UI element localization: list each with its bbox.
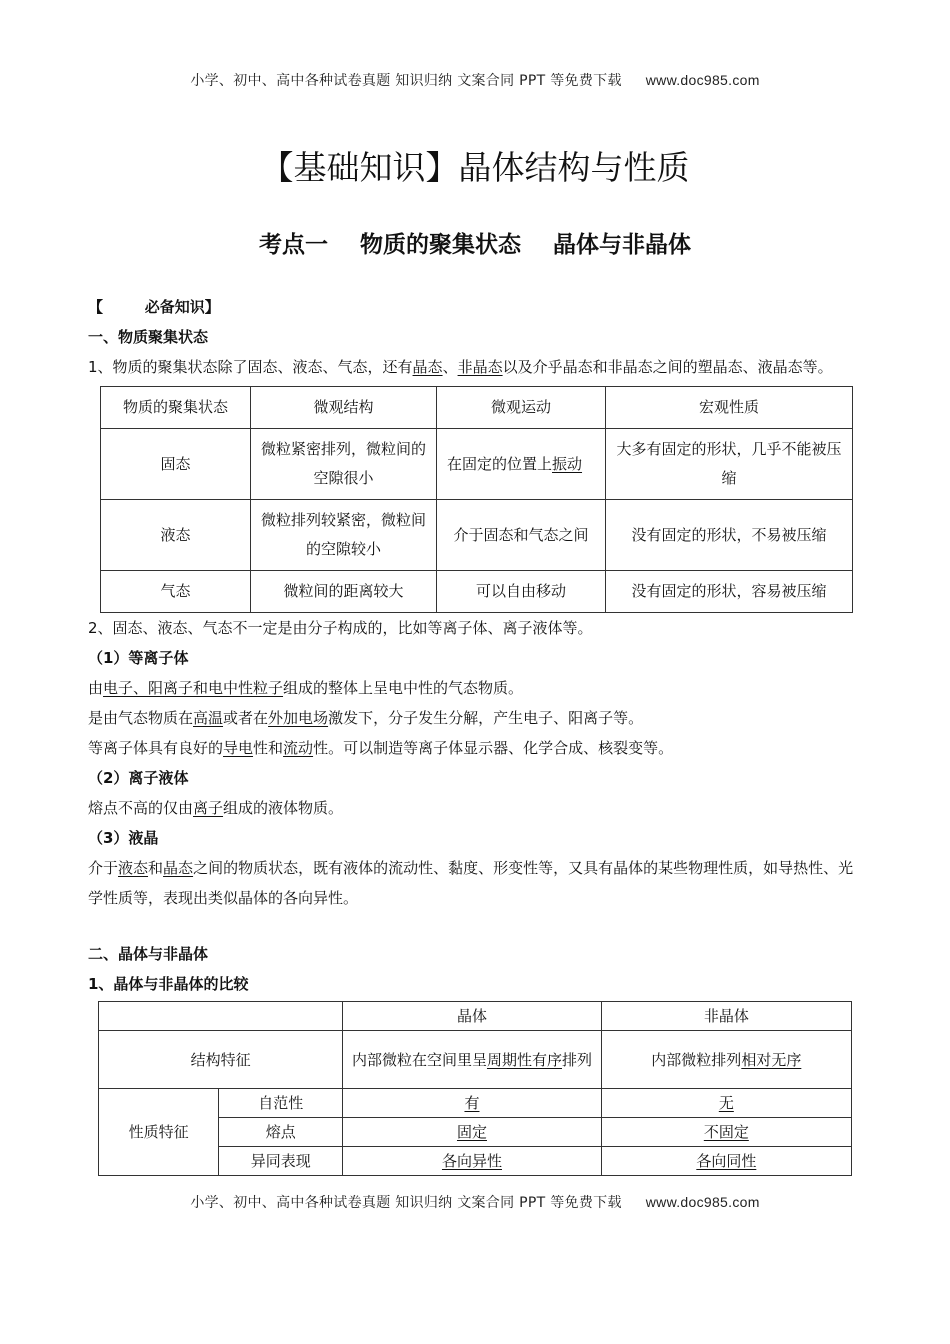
table-cell: 在固定的位置上振动 — [437, 429, 606, 500]
ionic-liquid-line1: 熔点不高的仅由离子组成的液体物质。 — [88, 799, 344, 817]
table-cell: 无 — [601, 1089, 851, 1118]
table-row — [101, 571, 853, 613]
plasma-heading: （1）等离子体 — [88, 649, 189, 667]
liquid-crystal-line1: 介于液态和晶态之间的物质状态，既有液体的流动性、黏度、形变性等，又具有晶体的某些物理性质，如导热性、光学性质等，表现出类似晶体的各向异性。 — [88, 859, 854, 907]
table-cell: 各向同性 — [601, 1147, 851, 1176]
table-cell: 微粒间的距离较大 — [251, 571, 437, 613]
table-cell: 液态 — [101, 500, 251, 571]
section1-heading: 一、物质聚集状态 — [88, 328, 209, 346]
table-row — [101, 500, 853, 571]
plasma-line3: 等离子体具有良好的导电性和流动性。可以制造等离子体显示器、化学合成、核裂变等。 — [88, 739, 674, 757]
table-row — [101, 429, 853, 500]
section1-paragraph1: 1、物质的聚集状态除了固态、液态、气态，还有晶态、非晶态以及介乎晶态和非晶态之间的塑晶态、液晶态等。 — [88, 358, 833, 376]
table-header: 宏观性质 — [606, 387, 853, 429]
table-cell: 介于固态和气态之间 — [437, 500, 606, 571]
table-row — [99, 1089, 852, 1118]
table-header: 晶体 — [343, 1002, 601, 1031]
table-cell: 结构特征 — [99, 1031, 343, 1089]
page-subtitle: 考点一 物质的聚集状态 晶体与非晶体 — [258, 232, 692, 258]
main-content — [88, 292, 864, 1176]
crystal-comparison-table — [98, 1001, 852, 1176]
table-cell: 有 — [343, 1089, 601, 1118]
table-cell: 熔点 — [219, 1118, 343, 1147]
section2-subheading: 1、晶体与非晶体的比较 — [88, 975, 249, 993]
plasma-line2: 是由气态物质在高温或者在外加电场激发下，分子发生分解，产生电子、阳离子等。 — [88, 709, 644, 727]
ionic-liquid-heading: （2）离子液体 — [88, 769, 189, 787]
table-row — [99, 1031, 852, 1089]
table-cell: 性质特征 — [99, 1089, 219, 1176]
table-cell: 可以自由移动 — [437, 571, 606, 613]
table-header: 非晶体 — [601, 1002, 851, 1031]
plasma-line1: 由电子、阳离子和电中性粒子组成的整体上呈电中性的气态物质。 — [88, 679, 524, 697]
table-header-row — [99, 1002, 852, 1031]
table-cell: 大多有固定的形状，几乎不能被压缩 — [606, 429, 853, 500]
section-tag: 【 必备知识】 — [88, 298, 220, 316]
table-cell: 异同表现 — [219, 1147, 343, 1176]
table-header: 微观结构 — [251, 387, 437, 429]
table-cell: 内部微粒排列相对无序 — [601, 1031, 851, 1089]
table-cell: 自范性 — [219, 1089, 343, 1118]
liquid-crystal-heading: （3）液晶 — [88, 829, 159, 847]
page-title: 【基础知识】晶体结构与性质 — [260, 148, 690, 187]
table-cell: 气态 — [101, 571, 251, 613]
page-footer — [0, 1192, 950, 1212]
table-cell: 内部微粒在空间里呈周期性有序排列 — [343, 1031, 601, 1089]
table-header-empty — [99, 1002, 343, 1031]
table-cell: 没有固定的形状，容易被压缩 — [606, 571, 853, 613]
footer-text: 小学、初中、高中各种试卷真题 知识归纳 文案合同 PPT 等免费下载 — [190, 1195, 622, 1211]
table-cell: 固定 — [343, 1118, 601, 1147]
table-header: 微观运动 — [437, 387, 606, 429]
table-header-row — [101, 387, 853, 429]
section2-heading: 二、晶体与非晶体 — [88, 945, 209, 963]
aggregation-state-table — [100, 386, 853, 613]
table-cell: 各向异性 — [343, 1147, 601, 1176]
table-cell: 微粒排列较紧密，微粒间的空隙较小 — [251, 500, 437, 571]
table-cell: 固态 — [101, 429, 251, 500]
footer-url[interactable]: www.doc985.com — [645, 1194, 760, 1210]
table-header: 物质的聚集状态 — [101, 387, 251, 429]
table-cell: 不固定 — [601, 1118, 851, 1147]
table-cell: 没有固定的形状，不易被压缩 — [606, 500, 853, 571]
header-text: 小学、初中、高中各种试卷真题 知识归纳 文案合同 PPT 等免费下载 — [190, 73, 622, 89]
section1-paragraph2: 2、固态、液态、气态不一定是由分子构成的，比如等离子体、离子液体等。 — [88, 619, 593, 637]
table-cell: 微粒紧密排列，微粒间的空隙很小 — [251, 429, 437, 500]
page-header — [0, 70, 950, 90]
header-url[interactable]: www.doc985.com — [645, 72, 760, 88]
